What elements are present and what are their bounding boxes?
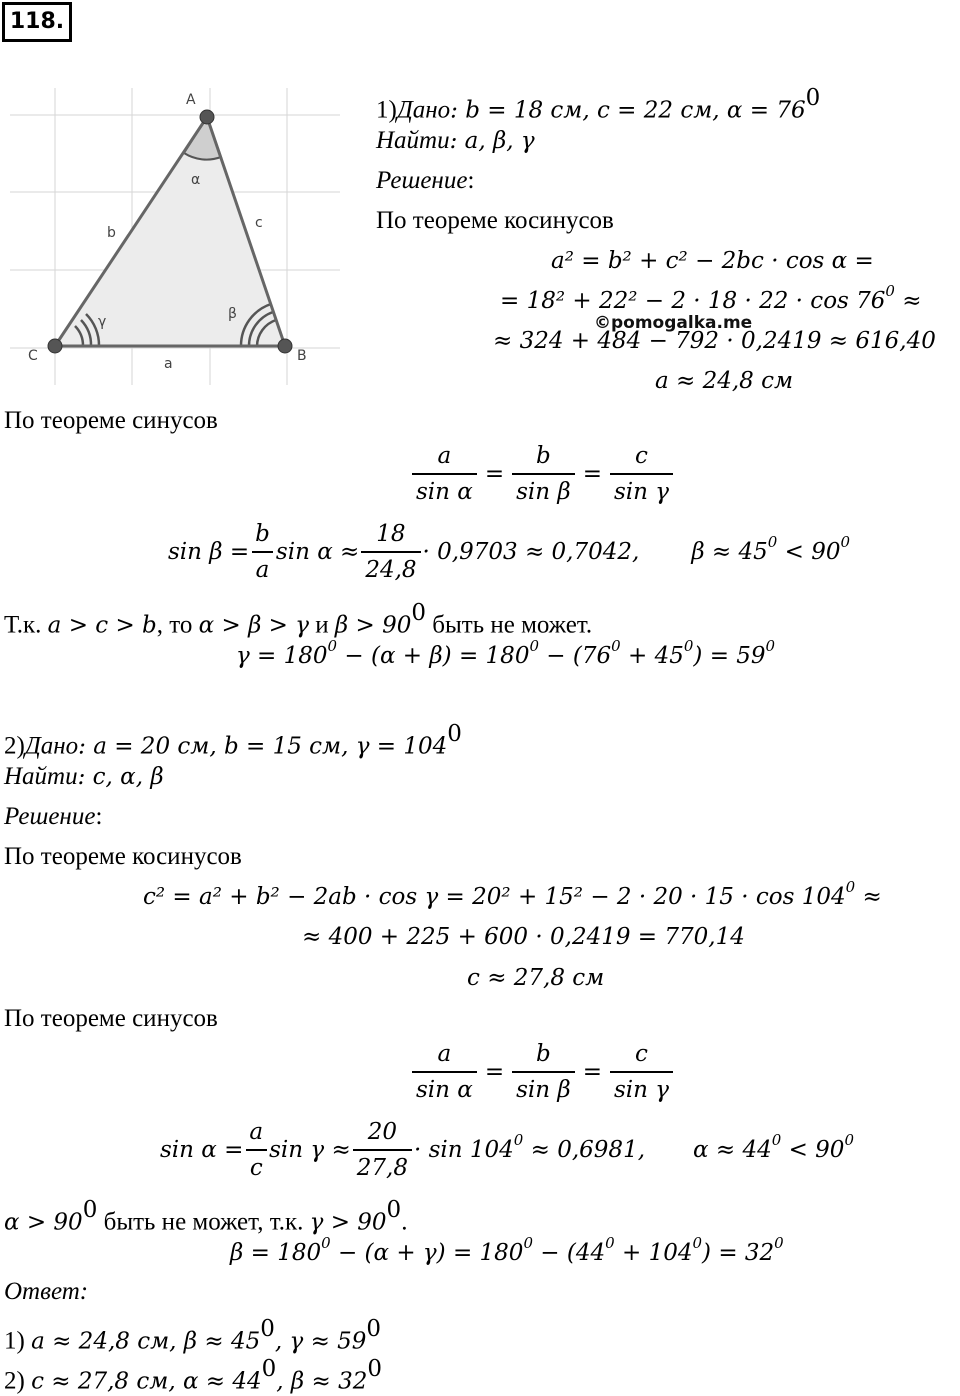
p2-sin-frac-2: $\frac{20}{27,8}$	[353, 1118, 412, 1182]
p1-eq2-end: ≈	[894, 288, 922, 314]
p1-beta-result: $\beta \approx 45^0 < 90^0$	[691, 533, 851, 565]
p2-eq2: ≈ 400 + 225 + 600 · 0,2419 = 770,14	[302, 924, 745, 950]
p2-solution-line	[4, 802, 102, 832]
answer-line-1: 1) a ≈ 24,8 см, $\beta \approx 45^0$, $\gamma \approx 59^0$	[4, 1316, 382, 1355]
answer-line-2: 2) c ≈ 27,8 см, $\alpha \approx 44^0$, $\beta \approx 32^0$	[4, 1356, 383, 1395]
p1-solution-line	[376, 166, 474, 196]
angle-label-gamma: γ	[98, 314, 107, 330]
p1-number: 1)	[376, 96, 397, 124]
p1-solution-colon: :	[467, 167, 475, 194]
vertex-label-b: B	[297, 348, 307, 364]
p1-eq4: a ≈ 24,8 см	[655, 368, 794, 394]
p2-law-frac-3: $\frac{c}{\text{sin γ}}$	[610, 1040, 673, 1104]
p1-solution-label: Решение	[376, 167, 468, 194]
p2-sin-mid: sin γ ≈	[269, 1137, 351, 1163]
p2-beta-eq: $\beta = 180^0 - (\alpha + \gamma) = 180^0 - (44^0 + 104^0) = 32^0$	[230, 1234, 784, 1266]
triangle-figure	[0, 80, 345, 390]
p1-gamma-eq: $\gamma = 180^0 - (\alpha + \beta) = 180^0 - (76^0 + 45^0) = 59^0$	[236, 637, 776, 669]
p1-sin-rest: · 0,9703 ≈ 0,7042,	[422, 539, 640, 565]
p2-find-label: Найти	[4, 763, 78, 790]
p1-eq2-sup: 0	[885, 282, 895, 301]
watermark: ©pomogalka.me	[594, 313, 753, 333]
problem-number: 118.	[2, 2, 72, 42]
p1-sin-frac-1: $\frac{b}{a}$	[251, 520, 274, 584]
p1-eq3: ≈ 324 + 484 − 792 · 0,2419 ≈ 616,40	[493, 328, 936, 354]
p2-given-label: Дано	[24, 732, 79, 760]
p2-find-line	[4, 762, 164, 792]
p1-eq2-line	[500, 282, 922, 316]
side-label-a: a	[164, 356, 173, 372]
p1-law-of-sines: $\frac{a}{\text{sin α}}$ = $\frac{b}{\text{sin β}}$ = $\frac{c}{\text{sin γ}}$	[410, 442, 675, 506]
p2-solution-label: Решение	[4, 803, 96, 830]
answer-label: Ответ:	[4, 1278, 89, 1305]
side-label-c: c	[255, 215, 263, 231]
p1-law-frac-3: $\frac{c}{\text{sin γ}}$	[610, 442, 673, 506]
p1-eq2: = 18² + 22² − 2 · 18 · 22 · cos 76	[500, 288, 886, 314]
p1-find-label: Найти	[376, 127, 450, 154]
p1-sin-lhs: sin β =	[168, 539, 250, 565]
p1-law-frac-2: $\frac{b}{\text{sin β}}$	[512, 442, 575, 506]
p2-given-sup: 0	[447, 721, 462, 747]
p1-find-line	[376, 126, 535, 156]
p1-given-sup: 0	[805, 85, 821, 111]
p1-given-values: : b = 18 см, c = 22 см, α = 76	[450, 97, 806, 124]
side-label-b: b	[107, 225, 116, 241]
p2-law-frac-2: $\frac{b}{\text{sin β}}$	[512, 1040, 575, 1104]
p1-sin-mid: sin α ≈	[275, 539, 360, 565]
p2-eq1: c² = a² + b² − 2ab · cos γ = 20² + 15² − 2 · 20 · 15 · cos 104	[143, 884, 846, 910]
p2-law-of-sines: $\frac{a}{\text{sin α}}$ = $\frac{b}{\text{sin β}}$ = $\frac{c}{\text{sin γ}}$	[410, 1040, 675, 1104]
p2-find-values: : c, α, β	[77, 764, 164, 790]
p2-sin-theorem: По теореме синусов	[4, 1005, 218, 1032]
p2-given-values: : a = 20 см, b = 15 см, γ = 104	[78, 733, 448, 760]
p1-eq1: a² = b² + c² − 2bc · cos α =	[551, 248, 874, 274]
p2-law-frac-1: $\frac{a}{\text{sin α}}$	[412, 1040, 477, 1104]
p2-number: 2)	[4, 732, 25, 760]
p2-sin-rest: · $\sin 104^0 \approx 0,6981$,	[413, 1131, 646, 1163]
p2-eq3: c ≈ 27,8 см	[467, 965, 605, 991]
vertex-label-a: A	[186, 92, 196, 108]
angle-label-alpha: α	[191, 172, 201, 188]
p2-sin-lhs: sin α =	[160, 1137, 244, 1163]
p1-given-label: Дано	[396, 96, 451, 124]
p2-eq1-line: $c^2 = a^2 + b^2 - 2ab \cdot \cos \gamma = 20^2 + 15^2 - 2 \cdot 20 \cdot 15 \cdot \cos 104^0$ ≈	[143, 878, 882, 910]
p1-since-line: Т.к. a > c > b, то α > β > γ и $\beta > 90^0$ быть не может.	[4, 600, 593, 639]
triangle-fill	[55, 117, 285, 346]
p1-sin-frac-2: $\frac{18}{24,8}$	[361, 520, 420, 584]
p1-given-line	[376, 86, 820, 125]
p2-given-line	[4, 722, 462, 761]
p2-alpha-result: $\alpha \approx 44^0 < 90^0$	[693, 1131, 854, 1163]
p2-cos-theorem: По теореме косинусов	[4, 843, 242, 870]
angle-label-beta: β	[228, 306, 237, 322]
p1-find-values: : a, β, γ	[449, 128, 535, 154]
p2-note-line: $\alpha > 90^0$ быть не может, т.к. $\gamma > 90^0$.	[4, 1197, 408, 1236]
p1-law-frac-1: $\frac{a}{\text{sin α}}$	[412, 442, 477, 506]
p2-sin-alpha-line	[160, 1118, 854, 1182]
p2-sin-frac-1: $\frac{a}{c}$	[245, 1118, 267, 1182]
p1-cos-theorem: По теореме косинусов	[376, 207, 614, 234]
vertex-label-c: C	[28, 348, 38, 364]
p1-sin-theorem: По теореме синусов	[4, 407, 218, 434]
p1-sin-beta-line	[168, 520, 850, 584]
p2-solution-colon: :	[95, 803, 103, 830]
